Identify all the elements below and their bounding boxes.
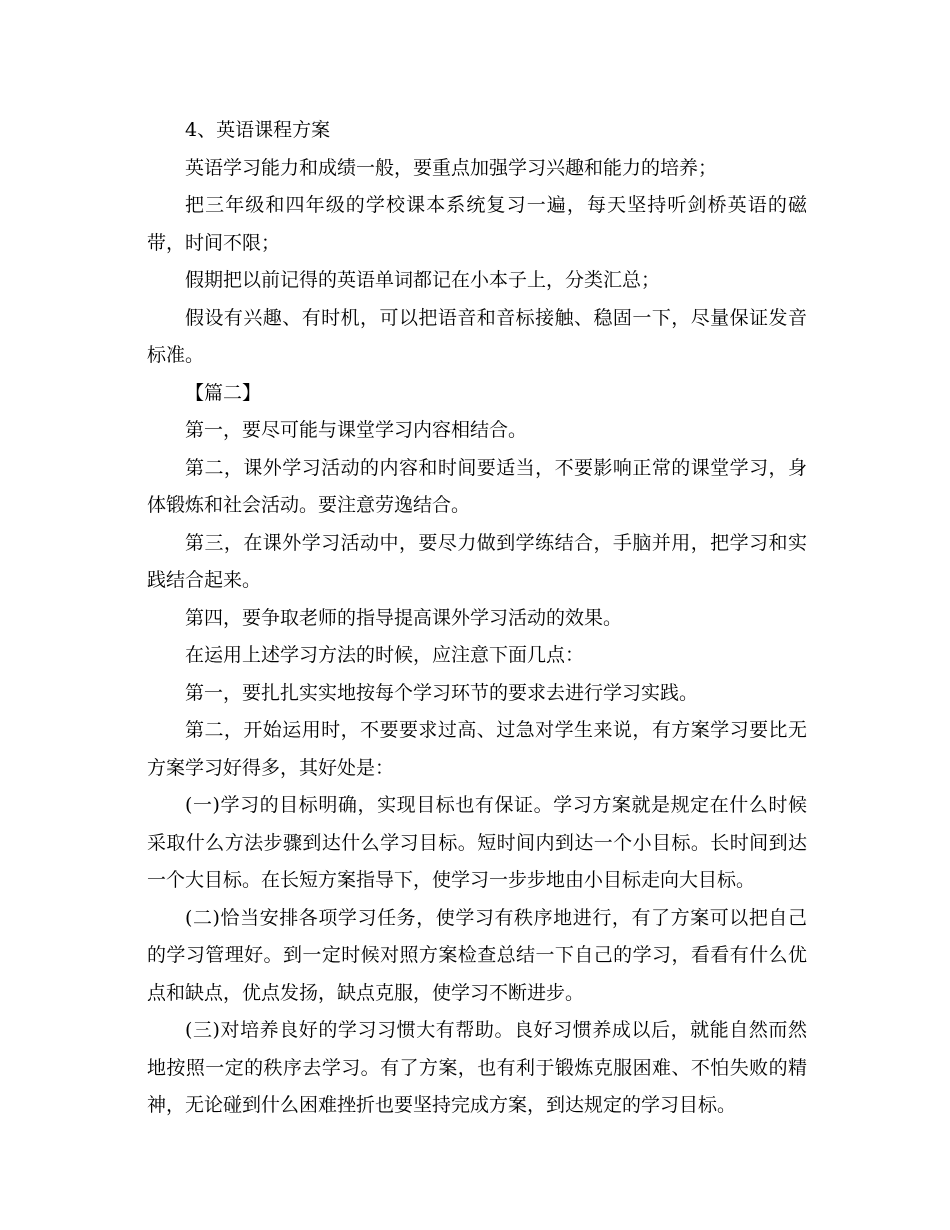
paragraph: 第三，在课外学习活动中，要尽力做到学练结合，手脑并用，把学习和实践结合起来。 bbox=[147, 531, 807, 591]
paragraph: 第一，要尽可能与课堂学习内容相结合。 bbox=[185, 419, 528, 441]
paragraph: 英语学习能力和成绩一般，要重点加强学习兴趣和能力的培养； bbox=[185, 156, 718, 179]
paragraph: 假设有兴趣、有时机，可以把语音和音标接触、稳固一下，尽量保证发音标准。 bbox=[147, 306, 807, 366]
document-body bbox=[147, 112, 807, 1125]
paragraph: 第一，要扎扎实实地按每个学习环节的要求去进行学习实践。 bbox=[185, 681, 699, 704]
paragraph: 把三年级和四年级的学校课本系统复习一遍，每天坚持听剑桥英语的磁带，时间不限； bbox=[147, 194, 807, 254]
paragraph: 第二，课外学习活动的内容和时间要适当，不要影响正常的课堂学习，身体锻炼和社会活动。要注意劳逸结合。 bbox=[147, 456, 807, 516]
paragraph: (三)对培养良好的学习习惯大有帮助。良好习惯养成以后，就能自然而然地按照一定的秩序去学习。有了方案，也有利于锻炼克服困难、不怕失败的精神，无论碰到什么困难挫折也要坚持完成方案，到达规定的学习目标。 bbox=[147, 1019, 807, 1116]
section-heading-part-two: 【篇二】 bbox=[185, 381, 262, 404]
paragraph: 假期把以前记得的英语单词都记在小本子上，分类汇总； bbox=[185, 269, 661, 291]
paragraph: 第四，要争取老师的指导提高课外学习活动的效果。 bbox=[185, 606, 623, 629]
paragraph: (二)恰当安排各项学习任务，使学习有秩序地进行，有了方案可以把自己的学习管理好。到一定时候对照方案检查总结一下自己的学习，看看有什么优点和缺点，优点发扬，缺点克服，使学习不断进步。 bbox=[147, 906, 807, 1004]
paragraph: 在运用上述学习方法的时候，应注意下面几点： bbox=[185, 644, 585, 666]
paragraph: 第二，开始运用时，不要要求过高、过急对学生来说，有方案学习要比无方案学习好得多，其好处是： bbox=[147, 719, 807, 779]
paragraph: (一)学习的目标明确，实现目标也有保证。学习方案就是规定在什么时候采取什么方法步骤到达什么学习目标。短时间内到达一个小目标。长时间到达一个大目标。在长短方案指导下，使学习一步步地由小目标走向大目标。 bbox=[147, 794, 807, 891]
section-heading-english-plan: 4、英语课程方案 bbox=[185, 119, 331, 141]
